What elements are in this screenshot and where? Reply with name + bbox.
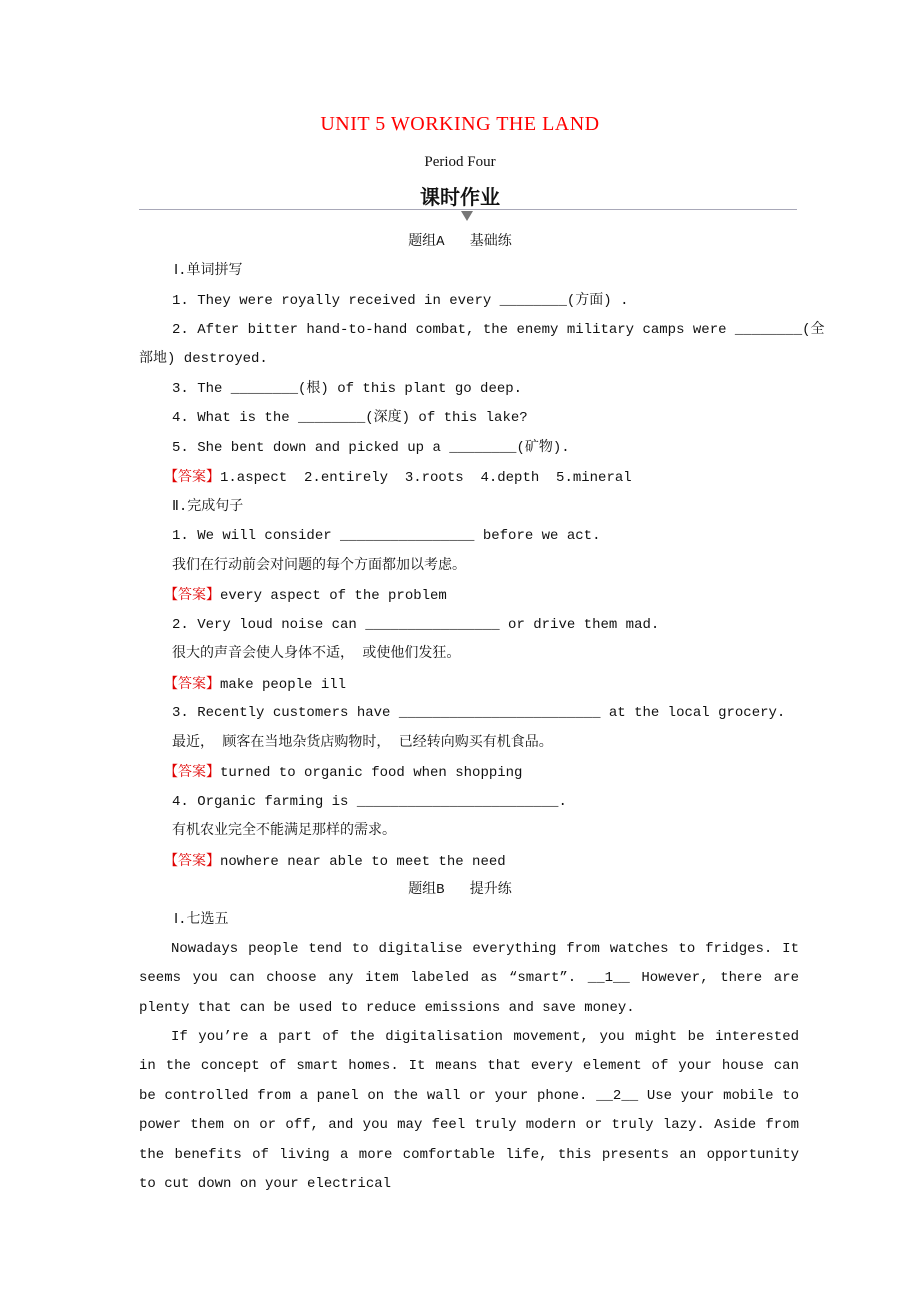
triangle-down-icon [461, 211, 473, 221]
question-item: 5. She bent down and picked up a ________(矿物). [172, 440, 570, 456]
question-item: 4. What is the ________(深度) of this lake? [172, 410, 528, 426]
question-item: 2. After bitter hand-to-hand combat, the enemy military camps were ________(全 [172, 322, 825, 338]
answer-line [164, 585, 447, 606]
question-item-continued: 部地) destroyed. [139, 351, 268, 367]
sentence-english: 4. Organic farming is ________________________. [172, 794, 567, 810]
answer-text: every aspect of the problem [220, 588, 447, 604]
answer-tag: 【答案】 [164, 764, 220, 780]
sentence-english: 2. Very loud noise can ________________ or drive them mad. [172, 617, 660, 633]
answer-line [164, 467, 632, 488]
sentence-chinese: 我们在行动前会对问题的每个方面都加以考虑。 [172, 558, 466, 574]
question-item: 3. The ________(根) of this plant go deep. [172, 381, 523, 397]
answer-text: nowhere near able to meet the need [220, 854, 506, 870]
answer-tag: 【答案】 [164, 469, 220, 485]
answer-tag: 【答案】 [164, 853, 220, 869]
answer-text: turned to organic food when shopping [220, 765, 523, 781]
answer-line [164, 674, 346, 695]
group-a-title: 题组A 基础练 [408, 234, 512, 250]
answer-tag: 【答案】 [164, 587, 220, 603]
sentence-english: 3. Recently customers have ________________________ at the local grocery. [172, 705, 786, 721]
answer-text: 1.aspect 2.entirely 3.roots 4.depth 5.mineral [220, 470, 632, 486]
answer-tag: 【答案】 [164, 676, 220, 692]
unit-title: UNIT 5 WORKING THE LAND [320, 113, 600, 135]
section-heading: Ⅰ.单词拼写 [174, 263, 243, 279]
sentence-english: 1. We will consider ________________ before we act. [172, 528, 601, 544]
passage-paragraph [139, 1023, 799, 1199]
section-heading: Ⅰ.七选五 [174, 912, 229, 928]
passage-paragraph [139, 935, 799, 1023]
group-b-title: 题组B 提升练 [408, 882, 512, 898]
sentence-chinese: 有机农业完全不能满足那样的需求。 [172, 823, 396, 839]
period-subtitle: Period Four [424, 154, 496, 170]
divider-line [139, 209, 797, 210]
sentence-chinese: 很大的声音会使人身体不适， 或使他们发狂。 [172, 646, 461, 662]
homework-heading: 课时作业 [420, 185, 500, 209]
sentence-chinese: 最近， 顾客在当地杂货店购物时， 已经转向购买有机食品。 [172, 735, 553, 751]
paragraph-text: If you’re a part of the digitalisation movement, you might be interested in the concept of smart homes. It means that every element of your house can be controlled from a panel on the wall or your phone. __2__ Use your mobile to power them on or off, and you may feel truly modern or truly lazy. Aside from the benefits of living a more comfortable life, this presents an opportunity to cut down on your electrical [139, 1029, 799, 1193]
paragraph-text: Nowadays people tend to digitalise everything from watches to fridges. It seems you can choose any item labeled as “smart”. __1__ However, there are plenty that can be used to reduce emissions and save money. [139, 941, 799, 1016]
answer-line [164, 851, 506, 872]
answer-line [164, 762, 522, 783]
answer-text: make people ill [220, 677, 347, 693]
section-heading: Ⅱ.完成句子 [172, 499, 244, 515]
question-item: 1. They were royally received in every ________(方面) . [172, 293, 629, 309]
